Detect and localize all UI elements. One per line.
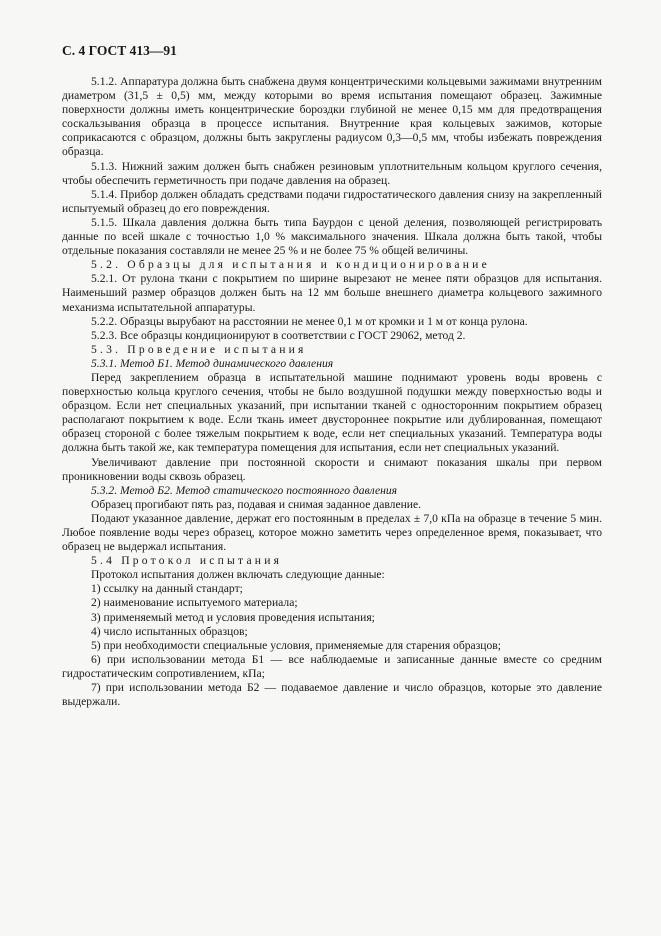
paragraph-5-4-intro: Протокол испытания должен включать следующие данные:: [91, 568, 385, 582]
section-heading-5-3: 5.3. Проведение испытания: [91, 342, 307, 356]
section-heading-5-4: 5.4 Протокол испытания: [91, 554, 283, 568]
paragraph-5-1-3: 5.1.3. Нижний зажим должен быть снабжен резиновым уплотнительным кольцом круглого сечения, чтобы обеспечить герметичность при подаче давления на образец.: [62, 159, 602, 187]
subheading-5-3-2: 5.3.2. Метод Б2. Метод статического постоянного давления: [91, 483, 398, 497]
list-item-4: 4) число испытанных образцов;: [91, 624, 248, 638]
list-item-3: 3) применяемый метод и условия проведения испытания;: [91, 610, 375, 624]
paragraph-5-1-5: 5.1.5. Шкала давления должна быть типа Баурдон с ценой деления, позволяющей регистрировать данные по всей шкале с точностью 1,0 % максимального значения. Шкала должна быть такой, чтобы отдельные показания составляли не менее 25 % и не более 75 % общей величины.: [62, 215, 602, 258]
subheading-5-3-1: 5.3.1. Метод Б1. Метод динамического давления: [91, 356, 334, 370]
list-item-7: 7) при использовании метода Б2 — подаваемое давление и число образцов, которые это давление выдержали.: [62, 681, 602, 709]
list-item-1: 1) ссылку на данный стандарт;: [91, 582, 243, 596]
paragraph-5-3-2-a: Образец прогибают пять раз, подавая и снимая заданное давление.: [91, 497, 422, 511]
paragraph-5-1-4: 5.1.4. Прибор должен обладать средствами подачи гидростатического давления снизу на закрепленный испытуемый образец до его повреждения.: [62, 187, 602, 215]
list-item-2: 2) наименование испытуемого материала;: [91, 596, 298, 610]
page-header: С. 4 ГОСТ 413—91: [62, 43, 177, 58]
list-item-5: 5) при необходимости специальные условия, применяемые для старения образцов;: [91, 638, 501, 652]
paragraph-5-3-2-b: Подают указанное давление, держат его постоянным в пределах ± 7,0 кПа на образце в течение 5 мин. Любое появление воды через образец, которое можно заметить через определенное время, показывает, что образец не выдержал испытания.: [62, 511, 602, 554]
paragraph-5-2-3: 5.2.3. Все образцы кондиционируют в соответствии с ГОСТ 29062, метод 2.: [91, 328, 466, 342]
paragraph-5-2-2: 5.2.2. Образцы вырубают на расстоянии не менее 0,1 м от кромки и 1 м от конца рулона.: [91, 314, 528, 328]
paragraph-5-3-1-a: Перед закреплением образца в испытательной машине поднимают уровень воды вровень с поверхностью кольца круглого сечения, чтобы не было воздушной подушки между поверхностью воды и образцом. Если нет специальных указаний, при испытании тканей с односторонним покрытием образец располагают покрытием к воде. Если ткань имеет двустороннее покрытие или дублированная, помещают образец стороной с более тяжелым покрытием к воде, если нет специальных указаний. Температура воды должна быть такой же, как температура помещения для испытания, если нет специальных указаний.: [62, 370, 602, 455]
paragraph-5-3-1-b: Увеличивают давление при постоянной скорости и снимают показания шкалы при первом проникновении воды сквозь образец.: [62, 455, 602, 483]
section-heading-5-2: 5.2. Образцы для испытания и кондиционирование: [91, 258, 490, 272]
list-item-6: 6) при использовании метода Б1 — все наблюдаемые и записанные данные вместе со средним гидростатическим сопротивлением, кПа;: [62, 652, 602, 680]
paragraph-5-2-1: 5.2.1. От рулона ткани с покрытием по ширине вырезают не менее пяти образцов для испытания. Наименьший размер образцов должен быть на 12 мм больше внешнего диаметра кольцевого зажимного механизма испытательной аппаратуры.: [62, 272, 602, 314]
paragraph-5-1-2: 5.1.2. Аппаратура должна быть снабжена двумя концентрическими кольцевыми зажимами внутренним диаметром (31,5 ± 0,5) мм, между которыми во время испытания помещают образец. Зажимные поверхности должны иметь концентрические бороздки глубиной не менее 0,15 мм для предотвращения соскальзывания образца в процессе испытания. Внутренние края кольцевых зажимов, которые соприкасаются с образцом, должны быть закруглены радиусом 0,3—0,5 мм, чтобы избежать повреждения образца.: [62, 75, 602, 159]
document-body: [62, 75, 602, 709]
